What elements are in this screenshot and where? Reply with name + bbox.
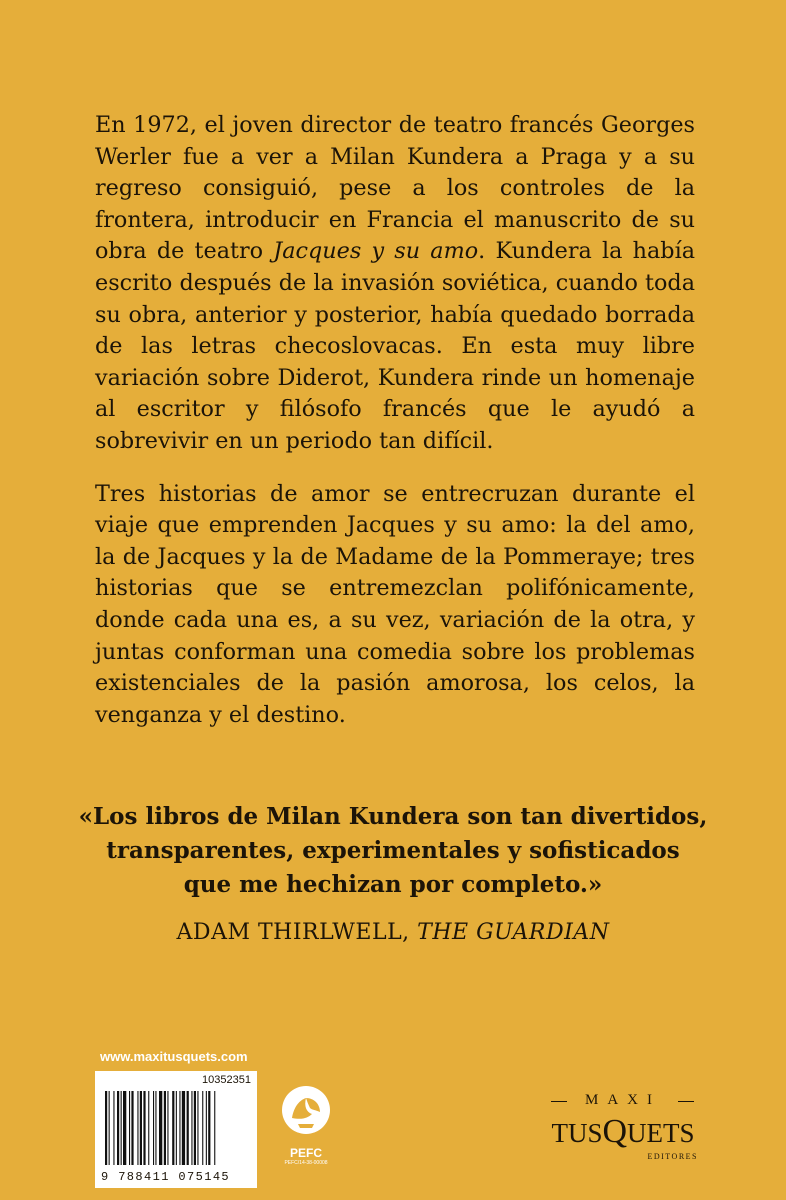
barcode-icon (101, 1091, 251, 1165)
blurb-text: En 1972, el joven director de teatro francés Georges Werler fue a ver a Milan Kundera a Praga y a su regreso consiguió, pese a los controles de la frontera, introducir en Francia el manuscrito de su obra de teatro (95, 112, 695, 265)
quote-source: THE GUARDIAN (417, 920, 610, 945)
pefc-label: PEFC (289, 1146, 322, 1160)
isbn-number: 9 788411 075145 (101, 1170, 231, 1184)
quote-attribution (60, 920, 726, 945)
publisher-logo-part: UETS (627, 1118, 695, 1148)
back-cover-blurb (95, 110, 695, 752)
publisher-logo-part: Q (602, 1113, 628, 1150)
maxi-right-rule (678, 1101, 694, 1102)
quote-line: que me hechizan por completo.» (183, 871, 603, 898)
publisher-logo-part: TUS (551, 1118, 603, 1148)
quote-line: transparentes, experimentales y sofisticados (106, 837, 680, 864)
series-logo: MAXI (585, 1092, 661, 1108)
barcode-panel (95, 1071, 257, 1188)
quote-author: ADAM THIRLWELL, (176, 920, 418, 945)
publisher-logo (548, 1113, 698, 1151)
review-quote (60, 800, 726, 902)
publisher-subtitle: EDITORES (647, 1152, 698, 1161)
blurb-paragraph-2: Tres historias de amor se entrecruzan durante el viaje que emprenden Jacques y su amo: la del amo, la de Jacques y la de Madame de la Pommeraye; tres historias que se entremezclan polifónicamente, donde cada una es, a su vez, variación de la otra, y juntas conforman una comedia sobre los problemas existenciales de la pasión amorosa, los celos, la venganza y el destino. (95, 480, 695, 728)
publisher-website: www.maxitusquets.com (100, 1049, 248, 1064)
quote-line: «Los libros de Milan Kundera son tan divertidos, (78, 803, 708, 830)
blurb-text: . Kundera la había escrito después de la invasión soviética, cuando toda su obra, anterior y posterior, había quedado borrada de las letras checoslovacas. En esta muy libre variación sobre Diderot, Kundera rinde un homenaje al escritor y filósofo francés que le ayudó a sobrevivir en un periodo tan difícil. (95, 238, 695, 454)
book-title: Jacques y su amo (273, 238, 479, 265)
pefc-code: PEFC/14-38-00008 (284, 1160, 328, 1166)
product-code: 10352351 (202, 1074, 251, 1086)
blurb-paragraph-1 (95, 110, 695, 458)
